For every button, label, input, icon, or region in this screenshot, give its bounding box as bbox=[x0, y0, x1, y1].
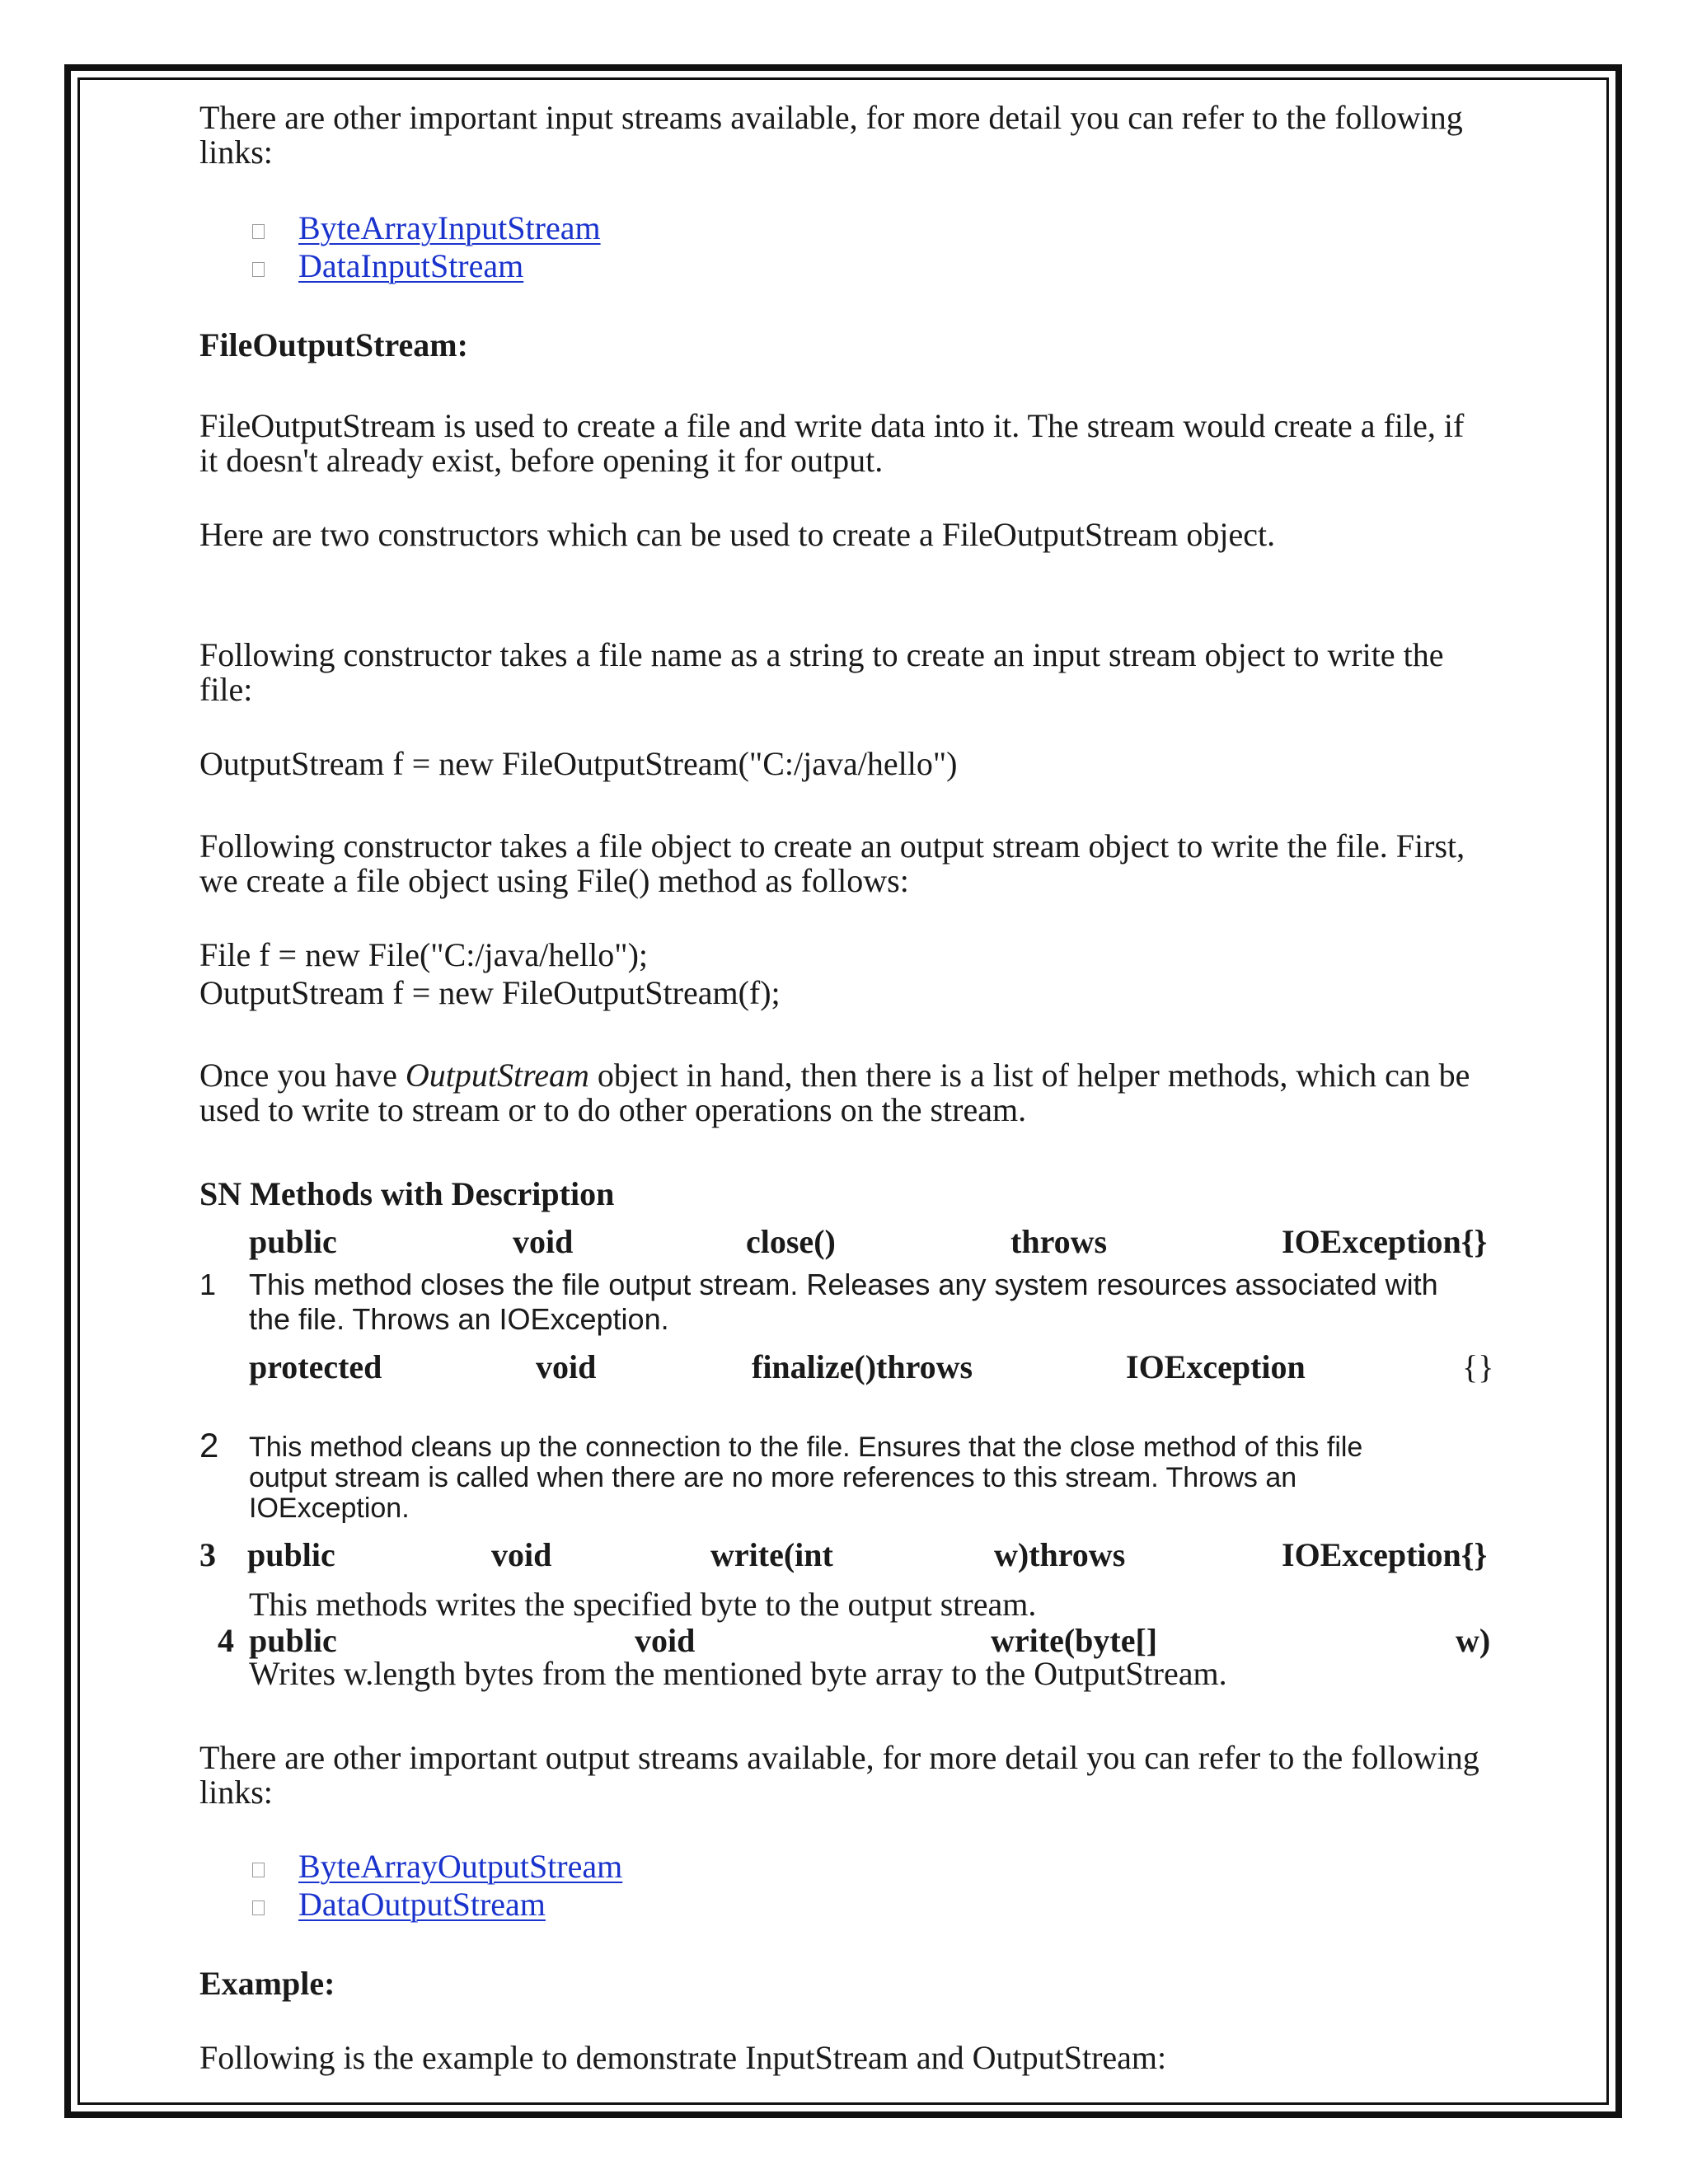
method-3-modifier: public bbox=[247, 1536, 335, 1573]
ctor2-code-line-2: OutputStream f = new FileOutputStream(f); bbox=[199, 974, 781, 1011]
helper-line-2: used to write to stream or to do other operations on the stream. bbox=[199, 1091, 1027, 1128]
method-1-exception: IOException{} bbox=[1282, 1223, 1488, 1260]
method-2-desc-line-1: This method cleans up the connection to the file. Ensures that the close method of this file bbox=[249, 1432, 1363, 1463]
outro-line-2: links: bbox=[199, 1774, 273, 1811]
method-2-return: void bbox=[536, 1348, 597, 1385]
ctor1-desc-line-2: file: bbox=[199, 671, 253, 708]
method-2-name: finalize()throws bbox=[752, 1348, 973, 1385]
link-bytearrayoutputstream[interactable]: ByteArrayOutputStream bbox=[298, 1848, 623, 1885]
helper-part-2: object in hand, then there is a list of helper methods, which can be bbox=[588, 1057, 1470, 1094]
method-4-name: write(byte[] bbox=[991, 1622, 1158, 1659]
method-2-modifier: protected bbox=[249, 1348, 382, 1385]
bullet-icon bbox=[252, 262, 265, 277]
method-3-name: write(int bbox=[710, 1536, 833, 1573]
example-desc: Following is the example to demonstrate InputStream and OutputStream: bbox=[199, 2039, 1167, 2076]
bullet-icon bbox=[252, 1863, 265, 1877]
method-3-sn: 3 bbox=[199, 1536, 216, 1573]
fos-desc-line-1: FileOutputStream is used to create a file and write data into it. The stream would create a file, if bbox=[199, 407, 1465, 444]
method-4-sn: 4 bbox=[218, 1622, 234, 1659]
link-dataoutputstream[interactable]: DataOutputStream bbox=[298, 1886, 546, 1923]
helper-line-1 bbox=[199, 1058, 1470, 1093]
method-2-desc-line-3: IOException. bbox=[249, 1493, 410, 1524]
fos-desc-line-2: it doesn't already exist, before opening it for output. bbox=[199, 442, 884, 479]
method-1-throws: throws bbox=[1010, 1223, 1108, 1260]
method-4-desc: Writes w.length bytes from the mentioned byte array to the OutputStream. bbox=[249, 1655, 1227, 1692]
ctor2-desc-line-1: Following constructor takes a file object to create an output stream object to write the file. First, bbox=[199, 827, 1465, 865]
helper-part-1: Once you have bbox=[199, 1057, 406, 1094]
bullet-icon bbox=[252, 224, 265, 239]
method-2-sn: 2 bbox=[199, 1426, 219, 1465]
method-3-return: void bbox=[491, 1536, 552, 1573]
link-datainputstream[interactable]: DataInputStream bbox=[298, 247, 524, 284]
fileoutputstream-heading: FileOutputStream: bbox=[199, 326, 468, 363]
two-constructors-text: Here are two constructors which can be used to create a FileOutputStream object. bbox=[199, 516, 1276, 553]
method-1-desc-line-2: the file. Throws an IOException. bbox=[249, 1302, 669, 1336]
ctor1-desc-line-1: Following constructor takes a file name as a string to create an input stream object to write the bbox=[199, 636, 1444, 673]
method-1-sn: 1 bbox=[199, 1268, 217, 1301]
method-2-desc-line-2: output stream is called when there are no more references to this stream. Throws an bbox=[249, 1462, 1297, 1493]
method-1-modifier: public bbox=[249, 1223, 337, 1260]
method-3-exception: IOException{} bbox=[1282, 1536, 1488, 1573]
method-1-name: close() bbox=[746, 1223, 836, 1260]
link-bytearrayinputstream[interactable]: ByteArrayInputStream bbox=[298, 209, 601, 246]
ctor2-code-line-1: File f = new File("C:/java/hello"); bbox=[199, 936, 649, 973]
method-4-modifier: public bbox=[249, 1622, 337, 1659]
method-4-return: void bbox=[635, 1622, 696, 1659]
method-1-desc-line-1: This method closes the file output stream. Releases any system resources associated with bbox=[249, 1268, 1438, 1301]
intro-line-1: There are other important input streams available, for more detail you can refer to the following bbox=[199, 99, 1463, 136]
method-3-throws: w)throws bbox=[994, 1536, 1126, 1573]
method-4-param: w) bbox=[1456, 1622, 1491, 1659]
helper-italic-outputstream: OutputStream bbox=[405, 1057, 589, 1094]
ctor2-desc-line-2: we create a file object using File() method as follows: bbox=[199, 862, 909, 899]
methods-table-heading: SN Methods with Description bbox=[199, 1175, 615, 1212]
method-2-braces: {} bbox=[1462, 1348, 1494, 1385]
ctor1-code: OutputStream f = new FileOutputStream("C:/java/hello") bbox=[199, 745, 958, 782]
example-heading: Example: bbox=[199, 1965, 335, 2002]
method-1-return: void bbox=[513, 1223, 574, 1260]
outro-line-1: There are other important output streams available, for more detail you can refer to the following bbox=[199, 1739, 1479, 1776]
bullet-icon bbox=[252, 1900, 265, 1915]
method-2-exception: IOException bbox=[1126, 1348, 1306, 1385]
intro-line-2: links: bbox=[199, 134, 273, 171]
method-3-desc: This methods writes the specified byte to the output stream. bbox=[249, 1586, 1037, 1623]
